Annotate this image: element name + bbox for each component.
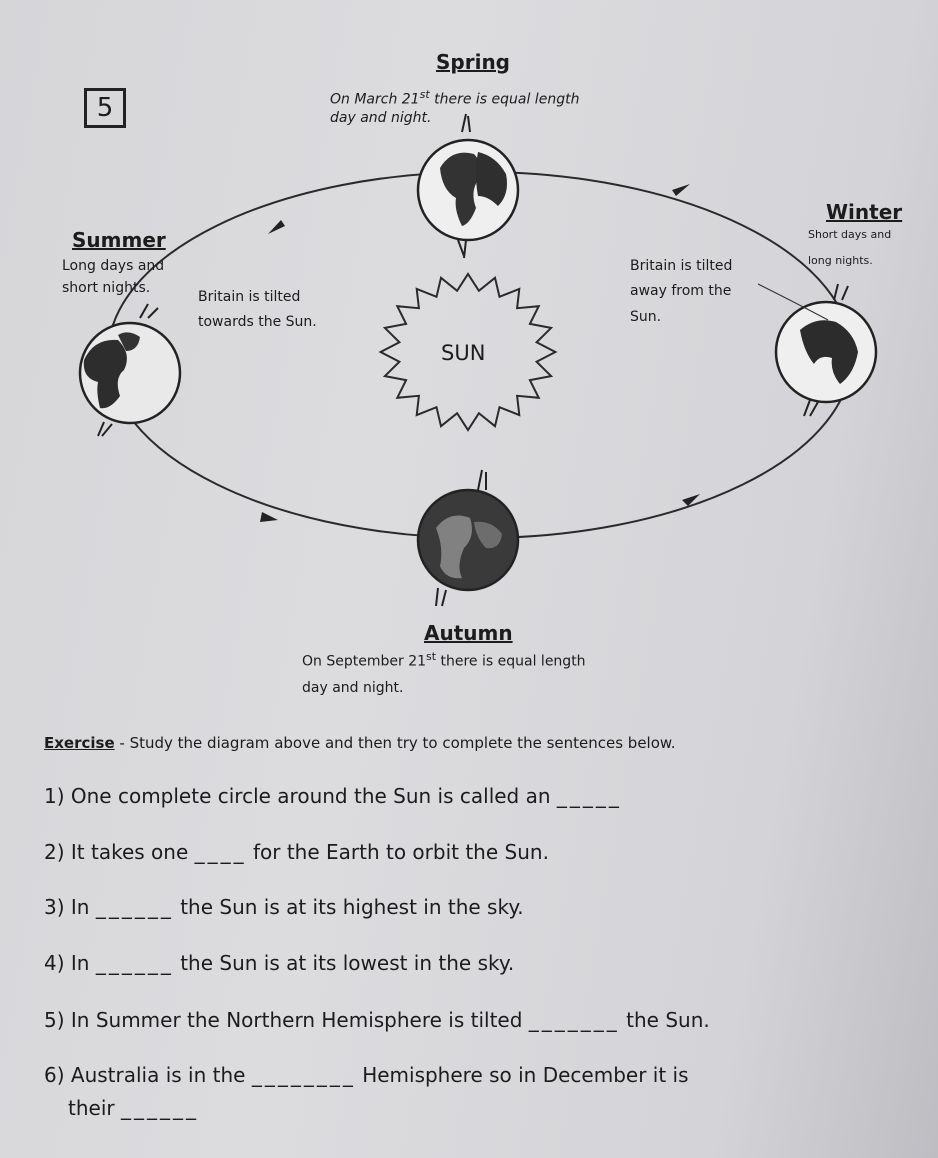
summer-note-line2: short nights.	[62, 280, 151, 296]
answer-blank[interactable]: ____	[194, 840, 247, 864]
question-6-continued: their ______	[68, 1096, 199, 1120]
question-2: 2) It takes one ____ for the Earth to orbit the Sun.	[44, 840, 549, 864]
autumn-note-line2: day and night.	[302, 680, 404, 696]
earth-winter-icon	[776, 284, 876, 416]
winter-note-line1: Short days and	[808, 228, 892, 241]
earth-spring-icon	[418, 114, 518, 258]
tilted-away-line2: away from the	[630, 283, 732, 299]
orbit-arrow-icon	[260, 512, 278, 522]
sun-label: SUN	[441, 341, 486, 365]
tilted-away-line3: Sun.	[630, 309, 662, 325]
answer-blank[interactable]: _____	[556, 784, 622, 808]
autumn-title: Autumn	[424, 621, 513, 645]
exercise-instruction: Exercise - Study the diagram above and then try to complete the sentences below.	[44, 734, 676, 752]
spring-note-line2: day and night.	[330, 110, 432, 126]
question-1: 1) One complete circle around the Sun is called an _____	[44, 784, 622, 808]
spring-title: Spring	[436, 50, 510, 74]
answer-blank[interactable]: ______	[95, 951, 174, 975]
question-3: 3) In ______ the Sun is at its highest in the sky.	[44, 895, 524, 919]
question-6: 6) Australia is in the ________ Hemisphere so in December it is	[44, 1063, 689, 1087]
answer-blank[interactable]: ________	[251, 1063, 356, 1087]
page-number-box: 5	[84, 88, 126, 128]
answer-blank[interactable]: _______	[528, 1008, 620, 1032]
answer-blank[interactable]: ______	[95, 895, 174, 919]
tilted-towards-line1: Britain is tilted	[198, 289, 301, 305]
question-4: 4) In ______ the Sun is at its lowest in the sky.	[44, 951, 515, 975]
question-5: 5) In Summer the Northern Hemisphere is tilted _______ the Sun.	[44, 1008, 710, 1032]
orbit-arrow-icon	[672, 184, 690, 196]
orbit-arrow-icon	[268, 220, 285, 234]
answer-blank[interactable]: ______	[120, 1096, 199, 1120]
earth-summer-icon	[80, 304, 180, 436]
exercise-heading: Exercise	[44, 734, 115, 752]
tilted-towards-line2: towards the Sun.	[198, 314, 317, 330]
summer-note-line1: Long days and	[62, 258, 165, 274]
tilted-away-line1: Britain is tilted	[630, 258, 733, 274]
winter-note-line2: long nights.	[808, 254, 873, 267]
earth-autumn-icon	[418, 470, 518, 606]
winter-title: Winter	[826, 200, 903, 224]
summer-title: Summer	[72, 228, 166, 252]
spring-note-line1: On March 21st there is equal length	[330, 88, 580, 108]
autumn-note-line1: On September 21st there is equal length	[302, 650, 586, 670]
